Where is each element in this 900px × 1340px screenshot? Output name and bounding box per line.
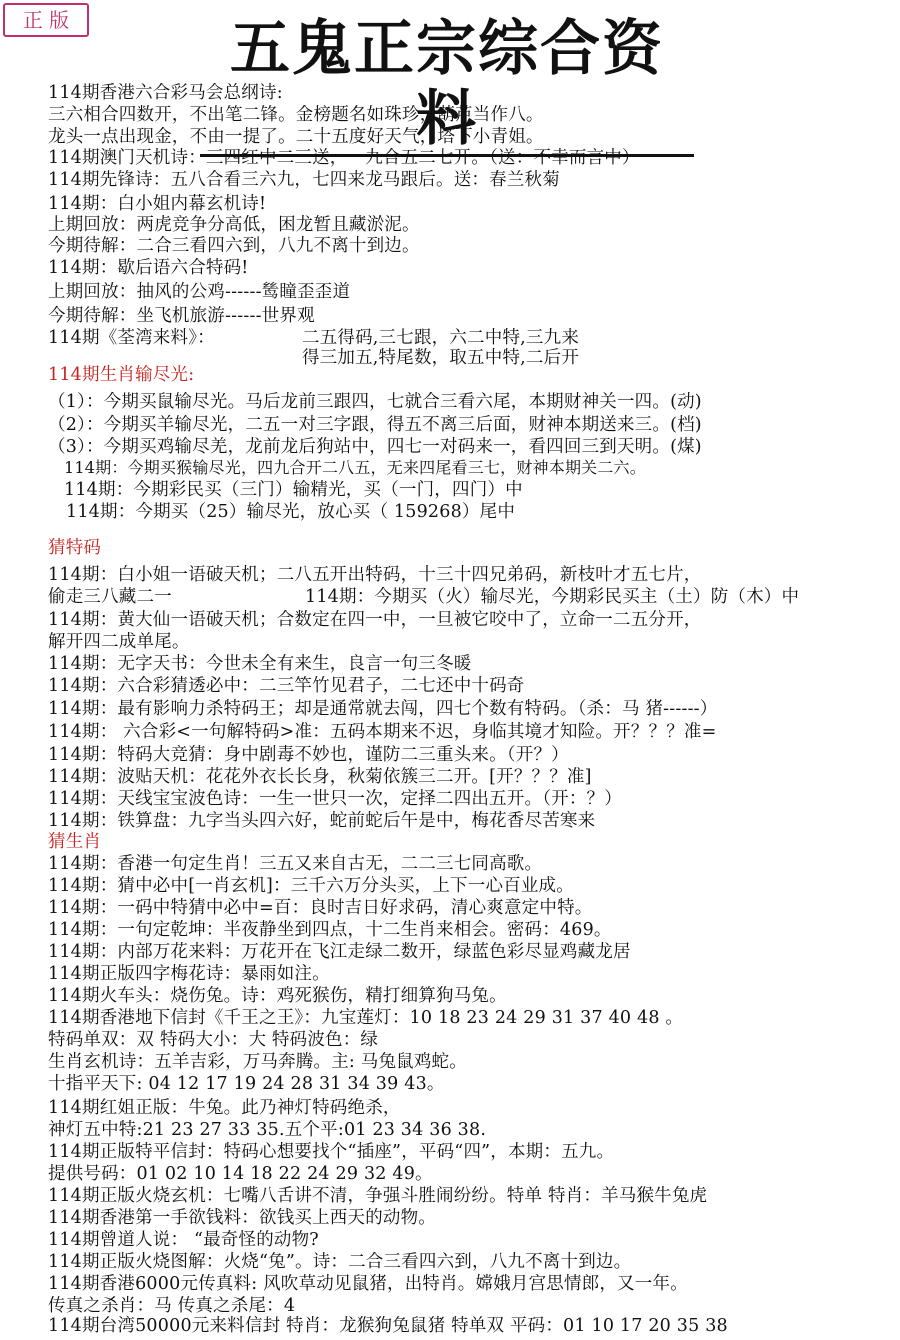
text-line: 114期：无字天书：今世未全有来生，良言一句三冬暖 [48,654,472,674]
text-line: 114期正版火烧玄机：七嘴八舌讲不清，争强斗胜闹纷纷。特单 特肖：羊马猴牛兔虎 [48,1186,708,1206]
text-line: 解开四二成单尾。 [48,632,190,652]
text-line: 114期红姐正版：牛兔。此乃神灯特码绝杀， [48,1098,401,1118]
text-line: 114期：今期买猴输尽光，四九合开二八五，无来四尾看三七，财神本期关二六。 [64,458,646,477]
text-line: 114期香港地下信封《千王之王》：九宝莲灯：10 18 23 24 29 31 37 40 48 。 [48,1008,684,1028]
text-line: 114期：六合彩猜透必中：二三竿竹见君子，二七还中十码奇 [48,676,525,696]
text-line: 生肖玄机诗：五羊吉彩，万马奔腾。主: 马兔鼠鸡蛇。 [48,1052,467,1072]
text-line: 114期香港六合彩马会总纲诗: [48,83,283,103]
text-line: 114期：一码中特猜中必中=百：良时吉日好求码，清心爽意定中特。 [48,898,593,918]
text-line: （1）：今期买鼠输尽光。马后龙前三跟四，七就合三看六尾，本期财神关一四。(动) [48,392,702,412]
text-line: 114期澳门天机诗：三四红中二三送，一九合五二七开。（送：不幸而言中） [48,148,640,168]
text-line: 114期正版四字梅花诗：暴雨如注。 [48,964,330,984]
text-line: 今期待解：二合三看四六到，八九不离十到边。 [48,236,420,256]
text-line: 114期正版火烧图解：火烧“兔”。诗：二合三看四六到，八九不离十到边。 [48,1252,632,1272]
text-line: 今期待解：坐飞机旅游------世界观 [48,306,315,326]
text-line: 提供号码：01 02 10 14 18 22 24 29 32 49。 [48,1164,433,1184]
text-line: 神灯五中特:21 23 27 33 35.五个平:01 23 34 36 38. [48,1120,487,1140]
text-line: 龙头一点出现金，不由一提了。二十五度好天气，塔下小青姐。 [48,127,544,147]
section-heading: 114期生肖输尽光: [48,365,195,385]
text-line: 114期：一句定乾坤：半夜静坐到四点，十二生肖来相会。密码：469。 [48,920,612,940]
text-line: 二五得码,三七跟，六二中特,三九来 [302,328,580,348]
text-line: （3）：今期买鸡输尽羌，龙前龙后狗站中，四七一对码来一，看四回三到天明。(煤) [48,437,702,457]
text-line: 114期火车头：烧伤兔。诗：鸡死猴伤，精打细算狗马兔。 [48,986,507,1006]
text-line: 114期：今期买（火）输尽光，今期彩民买主（土）防（木）中 [305,587,800,607]
text-line: 114期：波贴天机：花花外衣长长身，秋菊依簇三二开。[开？？？准] [48,767,592,787]
text-line: 114期：今期彩民买（三门）输精光，买（一门，四门）中 [64,480,523,500]
text-line: 十指平天下: 04 12 17 19 24 28 31 34 39 43。 [48,1074,445,1094]
section-heading: 猜生肖 [48,832,102,852]
text-line: 上期回放：抽风的公鸡------鸶瞳歪歪道 [48,282,351,302]
text-line: 114期：黄大仙一语破天机；合数定在四一中，一旦被它咬中了，立命一二五分开， [48,610,702,630]
text-line: 特码单双：双 特码大小：大 特码波色：绿 [48,1030,379,1050]
text-line: 114期先锋诗：五八合看三六九，七四来龙马跟后。送：春兰秋菊 [48,170,560,190]
text-line: 114期：歇后语六合特码! [48,258,249,278]
text-line: 114期：铁算盘：九字当头四六好，蛇前蛇后午是中，梅花香尽苦寒来 [48,811,596,831]
text-line: （2）：今期买羊输尽光，二五一对三字跟，得五不离三后面，财神本期送来三。(档) [48,415,702,435]
text-line: 114期： 六合彩<一句解特码>准：五码本期来不迟，身临其境才知险。开？？？准= [48,722,717,742]
text-line: 得三加五,特尾数，取五中特,二后开 [302,348,580,368]
page-title: 五鬼正宗综合资料 [200,14,694,157]
text-line: 114期：香港一句定生肖！三五又来自古无，二二三七同高歌。 [48,854,543,874]
text-line: 114期《荃湾来料》： [48,328,215,348]
text-line: 114期：最有影响力杀特码王；却是通常就去闯，四七个数有特码。（杀：马 猪------） [48,699,718,719]
text-line: 114期台湾50000元来料信封 特肖：龙猴狗兔鼠猪 特单双 平码：01 10 17 20 35 38 [48,1316,728,1336]
text-line: 114期：猜中必中[一肖玄机]：三千六万分头买，上下一心百业成。 [48,876,574,896]
text-line: 114期：今期买（25）输尽光，放心买（ 159268）尾中 [66,502,516,522]
section-heading: 猜特码 [48,538,102,558]
text-line: 114期：内部万花来料：万花开在飞江走绿二数开，绿蓝色彩尽显鸡藏龙居 [48,942,631,962]
text-line: 114期曾道人说： “最奇怪的动物? [48,1230,319,1250]
text-line: 114期：白小姐一语破天机；二八五开出特码，十三十四兄弟码，新枝叶才五七片， [48,565,702,585]
text-line: 114期香港6000元传真料: 风吹草动见鼠猪，出特肖。嫦娥月宫思情郎，又一年。 [48,1274,688,1294]
text-line: 上期回放：两虎竞争分高低，困龙暂且藏淤泥。 [48,215,420,235]
text-line: 三六相合四数开，不出笔二锋。金榜题名如珠珍，葫芦当作八。 [48,105,544,125]
text-line: 114期：白小姐内幕玄机诗! [48,194,267,214]
text-line: 114期正版特平信封：特码心想要找个“插座”，平码“四”，本期：五九。 [48,1142,615,1162]
text-line: 114期香港第一手欲钱料：欲钱买上西天的动物。 [48,1208,437,1228]
text-line: 偷走三八藏二一 [48,587,172,607]
text-line: 传真之杀肖：马 传真之杀尾：4 [48,1296,296,1316]
text-line: 114期：天线宝宝波色诗：一生一世只一次，定择二四出五开。（开：？） [48,789,622,809]
text-line: 114期：特码大竞猜：身中剧毒不妙也，谨防二三重头来。（开？） [48,745,569,765]
stamp-badge: 正 版 [3,3,89,37]
